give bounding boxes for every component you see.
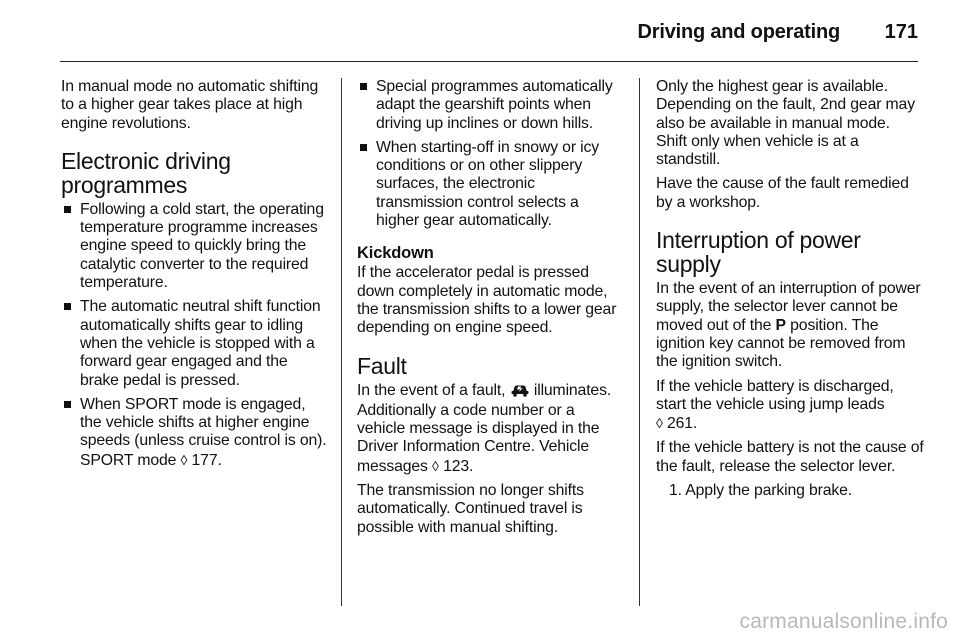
column-2 (357, 78, 625, 543)
park-position-label: P (775, 316, 786, 334)
step-text: Apply the parking brake. (685, 482, 853, 500)
kickdown-heading: Kickdown (357, 244, 434, 263)
page-number: 171 (884, 21, 918, 43)
page-reference-link[interactable]: 123. (443, 457, 474, 475)
column-divider-1 (341, 78, 342, 606)
column-divider-2 (639, 78, 640, 606)
list-item: Following a cold start, the operating temperature programme increases engine speed to quickly bring the catalytic converter to the required temperature. (61, 201, 327, 292)
car-warning-icon (510, 383, 530, 402)
power-text: In the event of an interruption of power supply, the selector lever cannot be moved out of the (656, 280, 921, 334)
list-item-text: When SPORT mode is engaged, the vehicle shifts at higher engine speeds (unless cruise control is on). SPORT mode (80, 395, 327, 469)
page-reference-link[interactable]: 177. (191, 451, 222, 469)
page-reference-link[interactable]: 261. (667, 415, 698, 433)
page-reference-icon: ◊ (432, 457, 439, 474)
step-number: 1. (669, 482, 682, 500)
fault-text-continued: illuminates. Additionally a code number or a vehicle message is displayed in the Driver Information Centre. Vehicle messages (357, 381, 612, 475)
battery-discharged-paragraph (656, 378, 924, 434)
list-item: The automatic neutral shift function automatically shifts gear to idling when the vehicle is stopped with a forward gear engaged and the brake pedal is pressed. (61, 298, 327, 389)
list-item: Special programmes automatically adapt the gearshift points when driving up inclines or down hills. (357, 78, 625, 133)
interruption-of-power-supply-heading: Interruption of power supply (656, 227, 861, 278)
page-header (0, 0, 960, 62)
page-reference-icon: ◊ (180, 451, 188, 468)
release-selector-paragraph: If the vehicle battery is not the cause of the fault, release the selector lever. (656, 439, 924, 475)
page-title: Driving and operating (637, 21, 840, 43)
power-interruption-paragraph (656, 280, 924, 371)
column-1 (61, 78, 327, 476)
highest-gear-paragraph: Only the highest gear is available. Depending on the fault, 2nd gear may also be available in manual mode. Shift only when vehicle is at a standstill. (656, 78, 915, 169)
header-divider (60, 61, 918, 62)
programmes-list (61, 201, 327, 470)
fault-text: In the event of a fault, (357, 381, 506, 399)
kickdown-paragraph: If the accelerator pedal is pressed down completely in automatic mode, the transmission shifts to a lower gear depending on engine speed. (357, 264, 617, 337)
fault-paragraph (357, 382, 625, 476)
electronic-driving-programmes-heading: Electronic driving programmes (61, 147, 231, 198)
column-3 (656, 78, 924, 500)
no-longer-shifts-paragraph: The transmission no longer shifts automatically. Continued travel is possible with manual shifting. (357, 482, 584, 536)
fault-heading: Fault (357, 352, 407, 379)
manual-mode-paragraph: In manual mode no automatic shifting to a higher gear takes place at high engine revolutions. (61, 78, 319, 132)
page-reference-icon: ◊ (656, 415, 663, 432)
steps-list (656, 482, 924, 500)
list-item: When starting-off in snowy or icy conditions or on other slippery surfaces, the electronic transmission control selects a higher gear automatically. (357, 139, 625, 230)
list-item (61, 396, 327, 470)
programmes-list-continued (357, 78, 625, 230)
list-item (656, 482, 924, 500)
battery-text: If the vehicle battery is discharged, start the vehicle using jump leads (656, 377, 894, 413)
power-text-continued: position. The ignition key cannot be removed from the ignition switch. (656, 316, 906, 371)
workshop-paragraph: Have the cause of the fault remedied by a workshop. (656, 175, 909, 211)
watermark: carmanualsonline.info (739, 610, 948, 633)
